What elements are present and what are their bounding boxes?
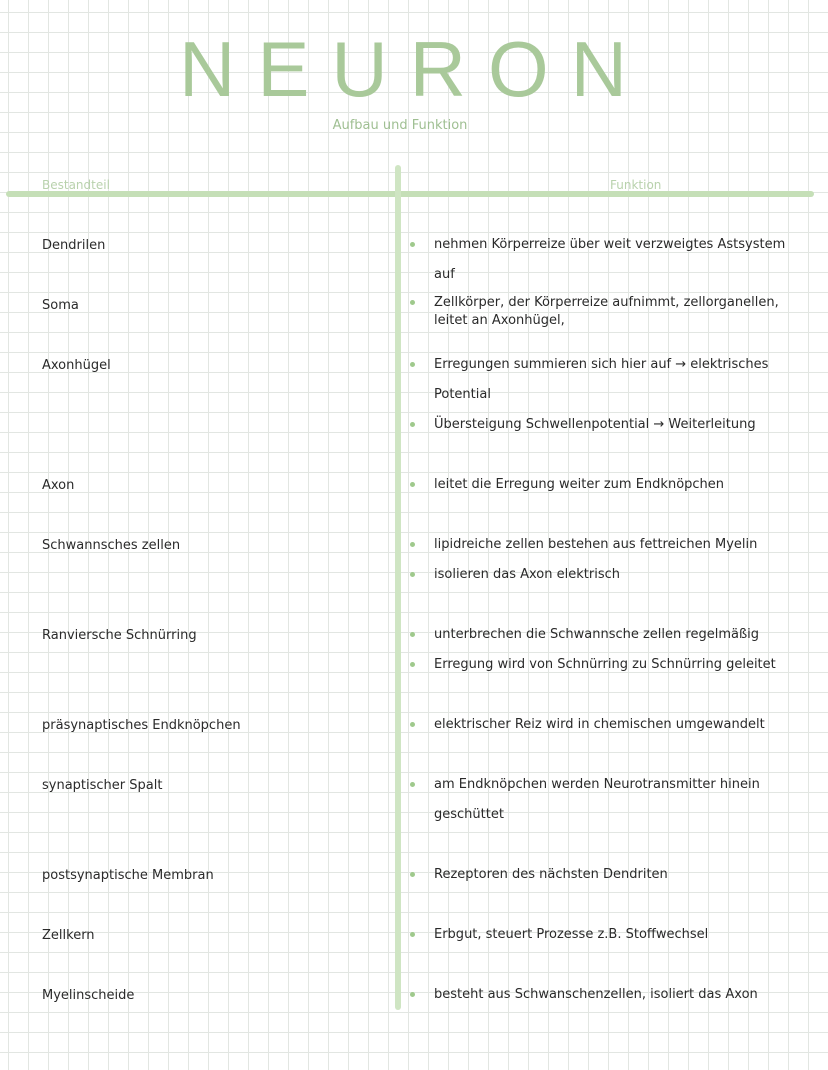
function-item: am Endknöpchen werden Neurotransmitter hinein geschüttet xyxy=(410,770,810,830)
term-axonhuegel: Axonhügel xyxy=(42,358,111,373)
function-cell xyxy=(410,980,810,1010)
bullet-icon xyxy=(410,662,415,667)
page-subtitle: Aufbau und Funktion xyxy=(332,118,468,133)
function-cell xyxy=(410,350,810,440)
term-postsynaptische-membran: postsynaptische Membran xyxy=(42,868,214,883)
bullet-icon xyxy=(410,782,415,787)
term-dendriten: Dendrilen xyxy=(42,238,106,253)
function-cell xyxy=(410,920,810,950)
function-item: besteht aus Schwanschenzellen, isoliert das Axon xyxy=(410,980,810,1010)
term-axon: Axon xyxy=(42,478,75,493)
function-item: isolieren das Axon elektrisch xyxy=(410,560,810,590)
term-praesynaptisches-endknoepfchen: präsynaptisches Endknöpchen xyxy=(42,718,241,733)
bullet-icon xyxy=(410,722,415,727)
function-item: nehmen Körperreize über weit verzweigtes Astsystem auf xyxy=(410,230,810,290)
column-header-funktion: Funktion xyxy=(610,178,662,192)
function-cell xyxy=(410,620,810,680)
function-item: Rezeptoren des nächsten Dendriten xyxy=(410,860,810,890)
function-item: unterbrechen die Schwannsche zellen regelmäßig xyxy=(410,620,810,650)
term-synaptischer-spalt: synaptischer Spalt xyxy=(42,778,163,793)
bullet-icon xyxy=(410,632,415,637)
function-item: Übersteigung Schwellenpotential → Weiterleitung xyxy=(410,410,810,440)
bullet-icon xyxy=(410,992,415,997)
bullet-icon xyxy=(410,242,415,247)
table-column-divider xyxy=(395,165,401,1010)
function-cell xyxy=(410,530,810,590)
page-title: NEURON xyxy=(178,25,649,113)
bullet-icon xyxy=(410,542,415,547)
function-cell xyxy=(410,770,810,830)
function-item: Erbgut, steuert Prozesse z.B. Stoffwechsel xyxy=(410,920,810,950)
bullet-icon xyxy=(410,572,415,577)
function-item: lipidreiche zellen bestehen aus fettreichen Myelin xyxy=(410,530,810,560)
function-item: Erregung wird von Schnürring zu Schnürring geleitet xyxy=(410,650,810,680)
bullet-icon xyxy=(410,482,415,487)
term-ranviersche-schnuerring: Ranviersche Schnürring xyxy=(42,628,197,643)
function-item: Zellkörper, der Körperreize aufnimmt, zellorganellen, leitet an Axonhügel, xyxy=(410,294,810,330)
column-header-bestandteil: Bestandteil xyxy=(42,178,110,192)
function-item: Erregungen summieren sich hier auf → elektrisches Potential xyxy=(410,350,810,410)
term-schwannsche-zellen: Schwannsches zellen xyxy=(42,538,181,553)
bullet-icon xyxy=(410,300,415,305)
function-item: elektrischer Reiz wird in chemischen umgewandelt xyxy=(410,710,810,740)
term-soma: Soma xyxy=(42,298,79,313)
bullet-icon xyxy=(410,932,415,937)
term-myelinscheide: Myelinscheide xyxy=(42,988,135,1003)
function-item: leitet die Erregung weiter zum Endknöpchen xyxy=(410,470,810,500)
table-header-divider xyxy=(6,191,814,197)
bullet-icon xyxy=(410,422,415,427)
function-cell xyxy=(410,290,810,330)
function-cell xyxy=(410,860,810,890)
bullet-icon xyxy=(410,872,415,877)
function-cell xyxy=(410,710,810,740)
bullet-icon xyxy=(410,362,415,367)
function-cell xyxy=(410,230,810,290)
function-cell xyxy=(410,470,810,500)
term-zellkern: Zellkern xyxy=(42,928,95,943)
